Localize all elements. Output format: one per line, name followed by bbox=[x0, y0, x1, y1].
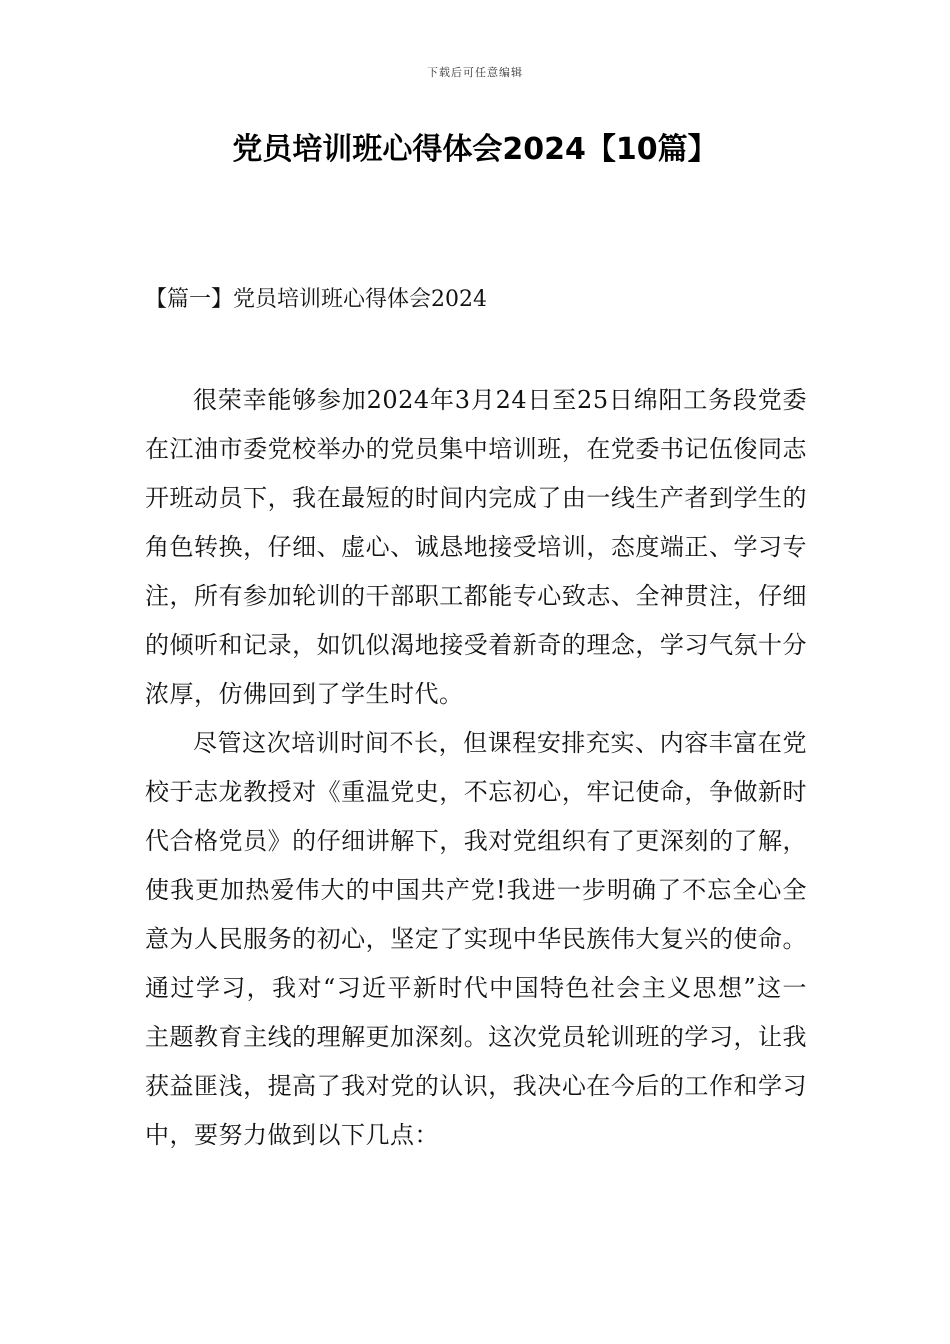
section-heading: 【篇一】党员培训班心得体会2024 bbox=[145, 287, 487, 312]
paragraph-1: 很荣幸能够参加2024年3月24日至25日绵阳工务段党委在江油市委党校举办的党员集中培训班，在党委书记伍俊同志开班动员下，我在最短的时间内完成了由一线生产者到学生的角色转换，仔细、虚心、诚恳地接受培训，态度端正、学习专注，所有参加轮训的干部职工都能专心致志、全神贯注，仔细的倾听和记录，如饥似渴地接受着新奇的理念，学习气氛十分浓厚，仿佛回到了学生时代。 bbox=[145, 386, 807, 708]
document-body bbox=[145, 376, 807, 1160]
document-title: 党员培训班心得体会2024【10篇】 bbox=[232, 132, 718, 167]
page-header-note: 下载后可任意编辑 bbox=[427, 66, 523, 79]
paragraph-2: 尽管这次培训时间不长，但课程安排充实、内容丰富在党校于志龙教授对《重温党史，不忘初心，牢记使命，争做新时代合格党员》的仔细讲解下，我对党组织有了更深刻的了解，使我更加热爱伟大的中国共产党!我进一步明确了不忘全心全意为人民服务的初心，坚定了实现中华民族伟大复兴的使命。通过学习，我对“习近平新时代中国特色社会主义思想”这一主题教育主线的理解更加深刻。这次党员轮训班的学习，让我获益匪浅，提高了我对党的认识，我决心在今后的工作和学习中，要努力做到以下几点： bbox=[145, 729, 807, 1149]
